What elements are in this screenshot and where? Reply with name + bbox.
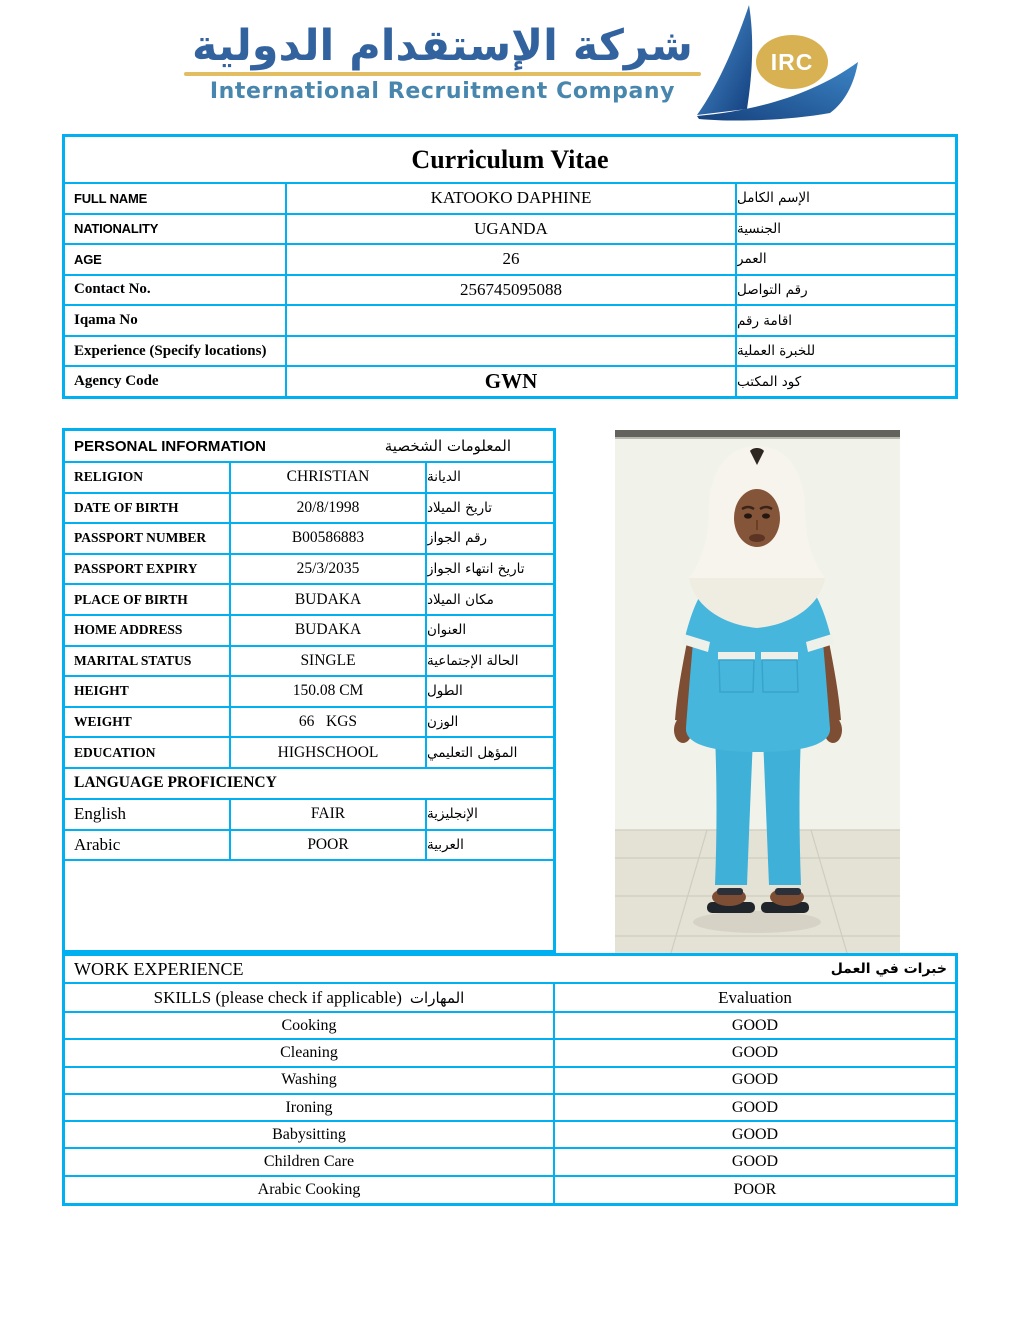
lips [749,534,765,542]
skill-arabic-cooking-evaluation: POOR [555,1177,955,1203]
personal-value-place-of-birth: BUDAKA [231,585,425,614]
cv-label-ar-agency-code: كود المكتب [737,367,955,396]
skills-column-header [65,984,553,1011]
applicant-photo-illustration [615,430,900,953]
skills-header-text-ar: المهارات [409,988,465,1007]
personal-label-ar-home-address: العنوان [427,616,553,645]
personal-value-height: 150.08 CM [231,677,425,706]
skill-cleaning: Cleaning [65,1040,553,1065]
cv-value-experience [287,337,735,366]
cv-value-iqama [287,306,735,335]
right-pant-leg [763,736,801,885]
work-section-title: WORK EXPERIENCE [74,958,244,979]
cv-value-contact: 256745095088 [287,276,735,305]
cv-label-full-name: FULL NAME [65,184,285,213]
personal-label-place-of-birth: PLACE OF BIRTH [65,585,229,614]
skill-arabic-cooking: Arabic Cooking [65,1177,553,1203]
skill-ironing-evaluation: GOOD [555,1095,955,1120]
personal-label-passport-expiry: PASSPORT EXPIRY [65,555,229,584]
cv-value-age: 26 [287,245,735,274]
personal-label-marital-status: MARITAL STATUS [65,647,229,676]
company-logo [693,4,861,124]
right-pocket-trim [761,652,798,660]
right-eye [762,513,770,518]
photo-floor [615,830,900,953]
cv-value-nationality: UGANDA [287,215,735,244]
personal-label-height: HEIGHT [65,677,229,706]
skill-babysitting: Babysitting [65,1122,553,1147]
skill-children-care: Children Care [65,1149,553,1174]
cv-label-ar-contact: رقم التواصل [737,276,955,305]
personal-value-dob: 20/8/1998 [231,494,425,523]
cv-label-nationality: NATIONALITY [65,215,285,244]
personal-label-education: EDUCATION [65,738,229,767]
personal-label-weight: WEIGHT [65,708,229,737]
irc-badge-text: IRC [770,49,814,75]
skill-babysitting-evaluation: GOOD [555,1122,955,1147]
personal-label-ar-marital-status: الحالة الإجتماعية [427,647,553,676]
cv-label-ar-full-name: الإسم الكامل [737,184,955,213]
cv-label-ar-experience: للخبرة العملية [737,337,955,366]
evaluation-column-header: Evaluation [555,984,955,1011]
work-section-header [65,956,955,982]
language-label-ar-arabic: العربية [427,831,553,860]
work-experience-table [62,953,958,1206]
cv-label-ar-age: العمر [737,245,955,274]
personal-value-weight: 66 KGS [231,708,425,737]
personal-value-home-address: BUDAKA [231,616,425,645]
personal-empty-cell [65,861,553,950]
gold-divider [184,72,701,76]
right-sandal-strap [775,888,801,895]
left-pocket-trim [718,652,755,660]
cv-title: Curriculum Vitae [65,137,955,182]
personal-label-ar-education: المؤهل التعليمي [427,738,553,767]
personal-label-dob: DATE OF BIRTH [65,494,229,523]
skill-children-care-evaluation: GOOD [555,1149,955,1174]
personal-label-religion: RELIGION [65,463,229,492]
personal-value-passport-number: B00586883 [231,524,425,553]
personal-label-ar-place-of-birth: مكان الميلاد [427,585,553,614]
skill-ironing: Ironing [65,1095,553,1120]
personal-label-home-address: HOME ADDRESS [65,616,229,645]
work-section-title-ar: خبرات في العمل [830,961,947,977]
cv-summary-table [62,134,958,399]
photo-top-bar-shadow [615,437,900,439]
personal-label-ar-passport-number: رقم الجواز [427,524,553,553]
company-brand [170,22,715,104]
personal-label-ar-dob: تاريخ الميلاد [427,494,553,523]
left-eye [744,513,752,518]
language-label-arabic: Arabic [65,831,229,860]
skill-cooking-evaluation: GOOD [555,1013,955,1038]
personal-label-ar-weight: الوزن [427,708,553,737]
applicant-photo [615,430,900,953]
language-label-ar-english: الإنجليزية [427,800,553,829]
photo-top-bar [615,430,900,437]
left-sandal-strap [717,888,743,895]
personal-value-education: HIGHSCHOOL [231,738,425,767]
cv-label-age: AGE [65,245,285,274]
personal-value-religion: CHRISTIAN [231,463,425,492]
language-label-english: English [65,800,229,829]
company-name-english: International Recruitment Company [209,79,676,105]
language-value-arabic: POOR [231,831,425,860]
language-value-english: FAIR [231,800,425,829]
skill-cleaning-evaluation: GOOD [555,1040,955,1065]
personal-label-ar-passport-expiry: تاريخ انتهاء الجواز [427,555,553,584]
skill-washing-evaluation: GOOD [555,1068,955,1093]
skill-cooking: Cooking [65,1013,553,1038]
personal-value-marital-status: SINGLE [231,647,425,676]
personal-label-passport-number: PASSPORT NUMBER [65,524,229,553]
cv-label-ar-nationality: الجنسية [737,215,955,244]
person-shadow [693,911,821,933]
cv-label-experience: Experience (Specify locations) [65,337,285,366]
cv-label-iqama: Iqama No [65,306,285,335]
cv-label-ar-iqama: اقامة رقم [737,306,955,335]
personal-section-title: PERSONAL INFORMATION [74,437,266,455]
skill-washing: Washing [65,1068,553,1093]
skills-header-text: SKILLS (please check if applicable) [153,987,402,1007]
personal-label-ar-religion: الديانة [427,463,553,492]
company-name-arabic: شركة الإستقدام الدولية [192,21,693,71]
personal-section-header [65,431,553,461]
personal-value-passport-expiry: 25/3/2035 [231,555,425,584]
personal-section-title-ar: المعلومات الشخصية [384,437,511,455]
cv-value-agency-code: GWN [287,367,735,396]
cv-label-agency-code: Agency Code [65,367,285,396]
logo-vertical-wing [697,5,752,115]
personal-label-ar-height: الطول [427,677,553,706]
language-proficiency-header: LANGUAGE PROFICIENCY [65,769,553,798]
cv-label-contact: Contact No. [65,276,285,305]
left-pant-leg [715,736,753,885]
personal-information-table [62,428,556,953]
cv-value-full-name: KATOOKO DAPHINE [287,184,735,213]
